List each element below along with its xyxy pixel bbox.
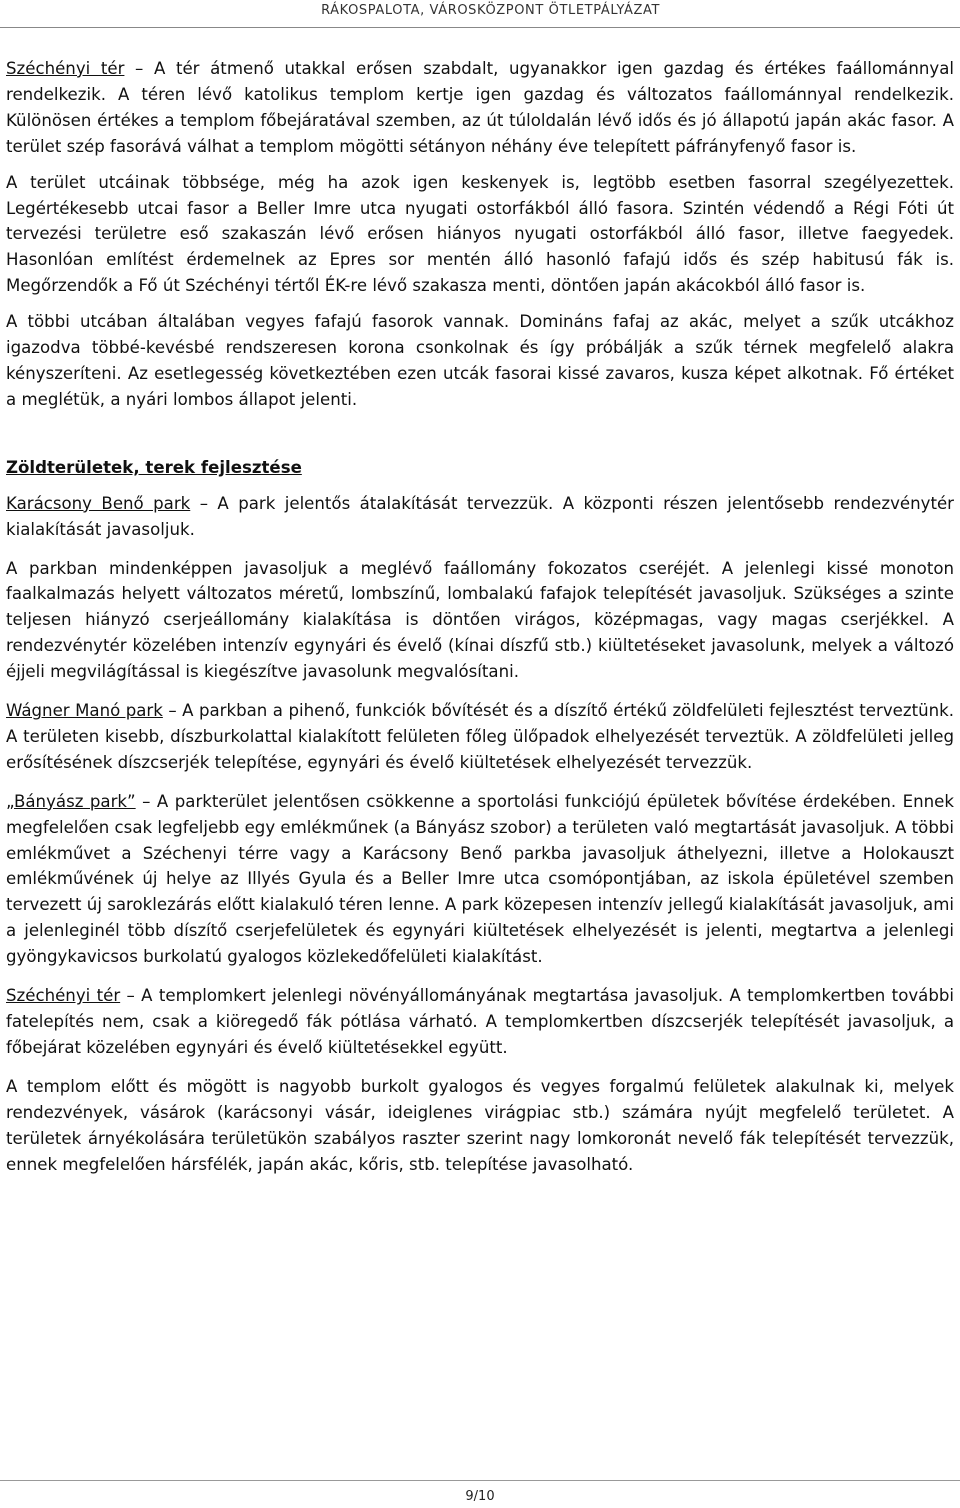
paragraph-szechenyi-ter-plan — [6, 983, 954, 1061]
paragraph-park-trees: A parkban mindenképpen javasoljuk a meglévő faállomány fokozatos cseréjét. A jelenlegi kissé monoton faalkalmazás helyett változatos méretű, lombszínű, lombalakú fafajok telepítését javasoljuk. Szükséges a szinte teljesen hiányzó cserjeállomány kialakítása is döntően virágos, középmagas, vagy magas cserjékkel. A rendezvénytér közelében intenzív egynyári és évelő (kínai díszfű stb.) kiültetéseket javasolunk, melyek a változó éjjeli megvilágítással is kiegészítve javasolunk megvalósítani. — [6, 558, 954, 682]
header-divider — [0, 27, 960, 28]
paragraph-street-rows: A terület utcáinak többsége, még ha azok igen keskenyek is, legtöbb esetben fasorral szegélyezettek. Legértékesebb utcai fasor a Beller Imre utca nyugati ostorfákból álló fasora. Szintén védendő a Régi Fóti út tervezési területre eső szakaszán lévő erősen hiányos nyugati ostorfákból álló fasor, illetve faegyedek. Hasonlóan említést érdemelnek az Epres sor mentén álló hasonló fafajú idős és szép habitusú fák is. Megőrzendők a Fő út Széchényi tértől ÉK-re lévő szakasza menti, döntően japán akácokból álló fasor is. — [6, 172, 954, 296]
paragraph-text: – A parkban a pihenő, funkciók bővítését és a díszítő értékű zöldfelületi fejlesztést terveztünk. A területen kisebb, díszburkolattal kialakított felületen főleg ülőpadok elhelyezését terveztük. A zöldfelületi jelleg erősítésének díszcserjék telepítése, egynyári és évelő kiültetések elhelyezését tervezzük. — [6, 701, 954, 772]
footer-divider — [0, 1480, 960, 1481]
running-header: RÁKOSPALOTA, VÁROSKÖZPONT ÖTLETPÁLYÁZAT — [321, 3, 660, 18]
paragraph-paved-surfaces: A templom előtt és mögött is nagyobb burkolt gyalogos és vegyes forgalmú felületek alakulnak ki, melyek rendezvények, vásárok (karácsonyi vásár, ideiglenes virágpiac stb.) számára nyújt megfelelő területet. A területek árnyékolására területükön szabályos raszter szerint nagy lomkoronát nevelő fák telepítését tervezzük, ennek megfelelően hársfélék, japán akác, kőris, stb. telepítése javasolható. — [6, 1076, 954, 1174]
link-szechenyi-ter-2: Széchényi tér — [6, 986, 121, 1006]
link-banyasz-park: „Bányász park” — [6, 791, 136, 811]
paragraph-mixed-rows: A többi utcában általában vegyes fafajú fasorok vannak. Domináns fafaj az akác, melyet a szűk utcákhoz igazodva többé-kevésbé rendszeresen korona csonkolnak és így próbálják a szűk térnek megfelelő alakra kényszeríteni. Az esetlegesség következtében ezen utcák fasorai kissé zavaros, kusza képet alkotnak. Fő értéket a meglétük, a nyári lombos állapot jelenti. — [6, 312, 954, 409]
section-heading: Zöldterületek, terek fejlesztése — [6, 457, 302, 477]
paragraph-text: – A tér átmenő utakkal erősen szabdalt, ugyanakkor igen gazdag és értékes faállománnyal rendelkezik. A téren lévő katolikus templom kertje igen gazdag és változatos faállománnyal rendelkezik. Különösen értékes a templom főbejáratával szemben, az út túloldalán lévő idős és jó állapotú japán akác fasor. A terület szép fasorává válhat a templom mögötti sétányon néhány éve telepített páfrányfenyő fasor is. — [6, 59, 954, 156]
page-number: 9/10 — [465, 1489, 495, 1504]
paragraph-szechenyi-ter-intro — [6, 56, 954, 160]
paragraph-banyasz-park — [6, 789, 954, 970]
paragraph-wagner-mano-park — [6, 698, 954, 776]
link-wagner-mano-park: Wágner Manó park — [6, 701, 163, 721]
paragraph-text: – A templomkert jelenlegi növényállományának megtartása javasoljuk. A templomkertben további fatelepítés nem, csak a kiöregedő fák pótlása várható. A templomkertben díszcserjék telepítését javasoljuk, a főbejárat közelében egynyári és évelő kiültetésekkel együtt. — [6, 986, 955, 1057]
paragraph-text: – A park jelentős átalakítását tervezzük. A központi részen jelentősebb rendezvénytér kialakítását javasoljuk. — [6, 493, 955, 539]
paragraph-text: – A parkterület jelentősen csökkenne a sportolási funkciójú épületek bővítése érdekében. Ennek megfelelően csak legfeljebb egy emlékműnek (a Bányász szobor) a területen való megtartását javasoljuk. A többi emlékművet a Széchenyi térre vagy a Karácsony Benő parkba javasoljuk áthelyezni, illetve a Holokauszt emlékművének új helye az Illyés Gyula és a Beller Imre utca csomópontjában, az iskola épületével szemben tervezett új saroklezárás előtt kialakuló téren lenne. A park közepesen intenzív jellegű kialakítását javasoljuk, ami a jelenleginél több díszítő cserjefelületek és egynyári kiültetések elhelyezését is jelenti, megtartva a jelenlegi gyöngykavicsos burkolatú gyalogos közlekedőfelületi kialakítást. — [6, 791, 954, 967]
paragraph-karacsony-beno-park — [6, 491, 954, 543]
document-body — [6, 56, 954, 1190]
link-szechenyi-ter: Széchényi tér — [6, 59, 125, 78]
link-karacsony-beno-park: Karácsony Benő park — [6, 493, 191, 513]
